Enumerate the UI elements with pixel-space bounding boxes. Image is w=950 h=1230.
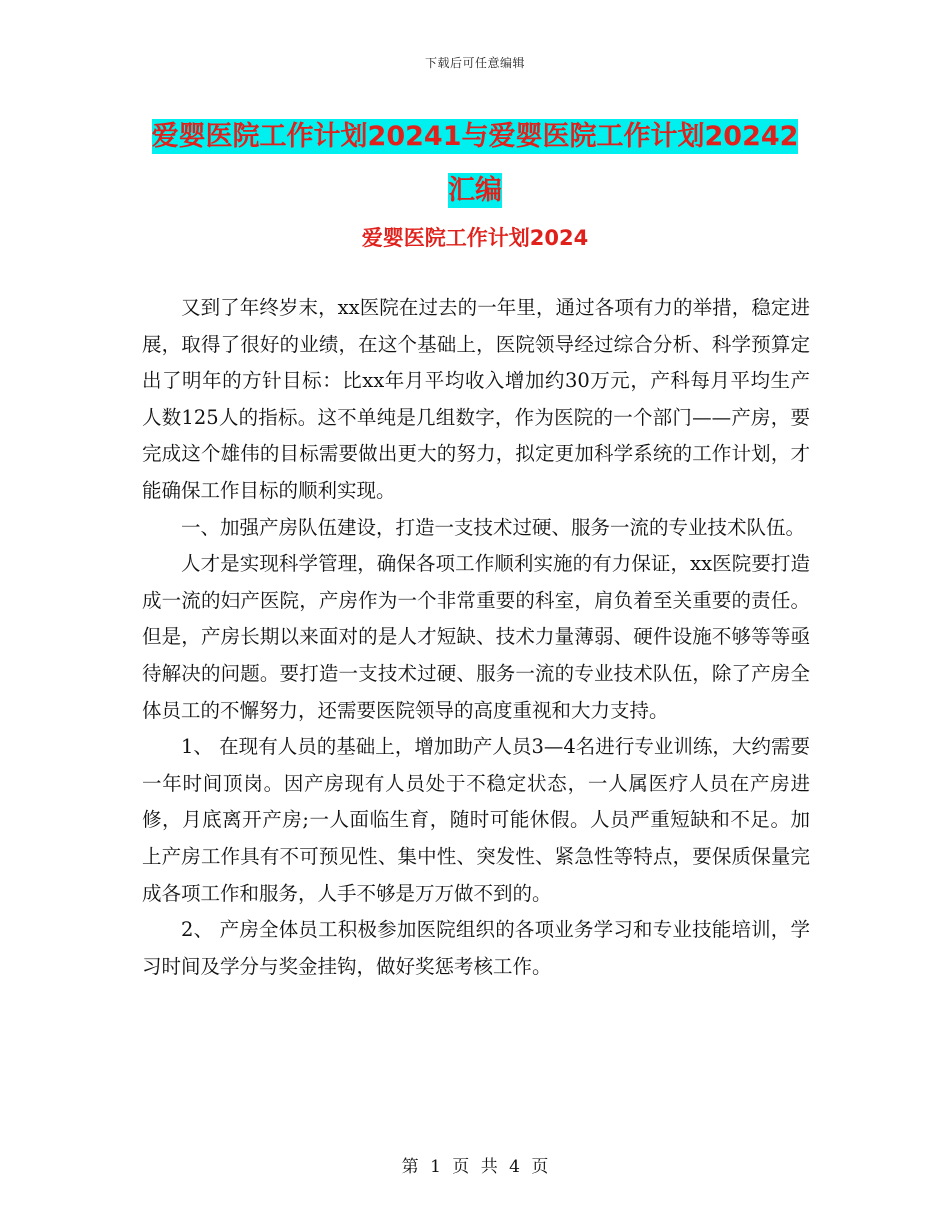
page-number-footer: 第 1 页 共 4 页	[401, 1157, 549, 1177]
paragraph: 2、 产房全体员工积极参加医院组织的各项业务学习和专业技能培训，学习时间及学分与奖金挂钩，做好奖惩考核工作。	[142, 918, 810, 978]
document-title-line-1: 爱婴医院工作计划20241与爱婴医院工作计划20242	[151, 121, 799, 152]
document-title-line-2: 汇编	[448, 175, 502, 206]
section-title: 爱婴医院工作计划2024	[361, 226, 589, 250]
paragraph: 人才是实现科学管理，确保各项工作顺利实施的有力保证，xx医院要打造成一流的妇产医院，产房作为一个非常重要的科室，肩负着至关重要的责任。但是，产房长期以来面对的是人才短缺、技术力量薄弱、硬件设施不够等等亟待解决的问题。要打造一支技术过硬、服务一流的专业技术队伍，除了产房全体员工的不懈努力，还需要医院领导的高度重视和大力支持。	[142, 552, 810, 722]
document-body	[142, 290, 810, 985]
page-header-note: 下载后可任意编辑	[424, 56, 525, 70]
paragraph: 一、加强产房队伍建设，打造一支技术过硬、服务一流的专业技术队伍。	[181, 515, 806, 539]
paragraph: 1、 在现有人员的基础上，增加助产人员3—4名进行专业训练，大约需要一年时间顶岗。因产房现有人员处于不稳定状态，一人属医疗人员在产房进修，月底离开产房;一人面临生育，随时可能休假。人员严重短缺和不足。加上产房工作具有不可预见性、集中性、突发性、紧急性等特点，要保质保量完成各项工作和服务，人手不够是万万做不到的。	[142, 735, 810, 905]
paragraph: 又到了年终岁末，xx医院在过去的一年里，通过各项有力的举措，稳定进展，取得了很好的业绩，在这个基础上，医院领导经过综合分析、科学预算定出了明年的方针目标：比xx年月平均收入增加约30万元，产科每月平均生产人数125人的指标。这不单纯是几组数字，作为医院的一个部门——产房，要完成这个雄伟的目标需要做出更大的努力，拟定更加科学系统的工作计划，才能确保工作目标的顺利实现。	[142, 296, 810, 502]
document-title	[0, 110, 950, 218]
